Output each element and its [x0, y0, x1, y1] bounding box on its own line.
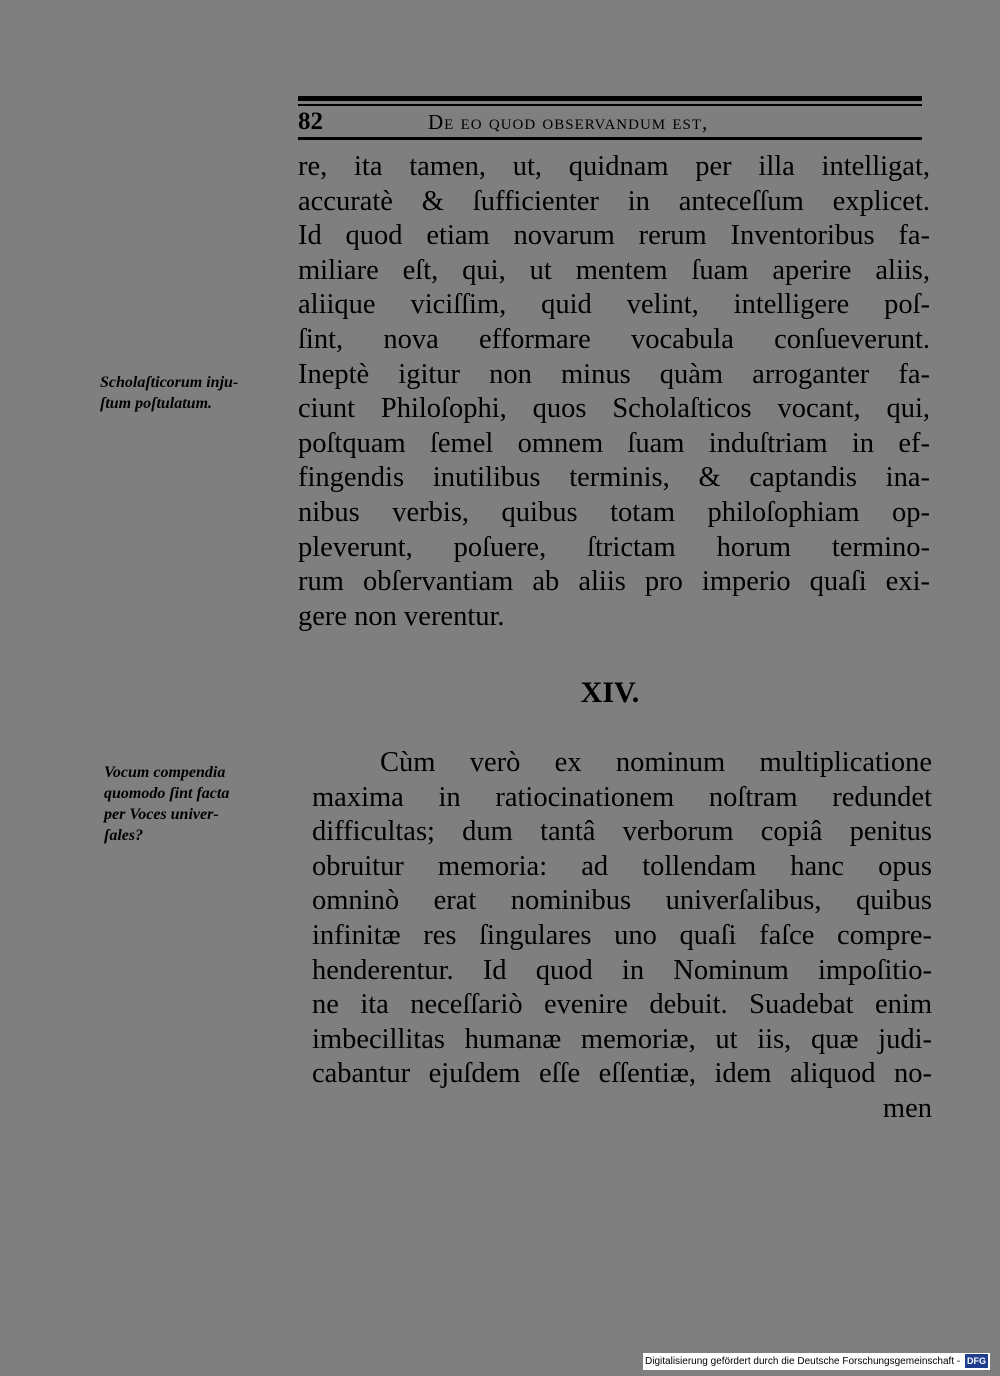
text-line: ſint, nova efformare vocabula conſueverunt. [298, 323, 930, 355]
text-line: maxima in ratiocinationem noſtram redundet [312, 781, 932, 813]
text-line: cabantur ejuſdem eſſe eſſentiæ, idem aliquod no- [312, 1058, 932, 1090]
digitization-credit-text: Digitalisierung gefördert durch die Deutsche Forschungsgemeinschaft - [645, 1356, 961, 1367]
running-head [298, 108, 922, 138]
top-rule-thin [298, 104, 922, 106]
text-line: fingendis inutilibus terminis, & captandis ina- [298, 462, 930, 494]
digitization-credit [643, 1353, 990, 1370]
header-rule [298, 137, 922, 140]
text-line: rum obſervantiam ab aliis pro imperio quaſi exi- [298, 566, 930, 598]
text-line: infinitæ res ſingulares uno quaſi faſce compre- [312, 919, 932, 951]
text-line: miliare eſt, qui, ut mentem ſuam aperire aliis, [298, 254, 930, 286]
text-line: Ineptè igitur non minus quàm arroganter fa- [298, 358, 930, 390]
text-line: pleverunt, poſuere, ſtrictam horum termino- [298, 531, 930, 563]
text-line: gere non verentur. [298, 600, 505, 632]
text-line: henderentur. Id quod in Nominum impoſitio- [312, 954, 932, 986]
text-line: imbecillitas humanæ memoriæ, ut iis, quæ judi- [312, 1023, 932, 1055]
text-line: obruitur memoria: ad tollendam hanc opus [312, 850, 932, 882]
text-line: men [882, 1092, 932, 1124]
text-line: poſtquam ſemel omnem ſuam induſtriam in ef- [298, 427, 930, 459]
text-line: accuratè & ſufficienter in anteceſſum explicet. [298, 185, 930, 217]
margin-note-line: per Voces univer- [104, 806, 219, 823]
text-line: nibus verbis, quibus totam philoſophiam op- [298, 496, 930, 528]
text-line: ciunt Philoſophi, quos Scholaſticos vocant, qui, [298, 393, 930, 425]
top-rule [298, 96, 922, 101]
margin-note-line: ſtum poſtulatum. [100, 395, 213, 412]
margin-note-line: Scholaſticorum inju- [100, 374, 239, 391]
paragraph-block-2 [312, 746, 932, 1127]
text-line: re, ita tamen, ut, quidnam per illa intelligat, [298, 151, 930, 182]
dfg-logo: DFG [967, 1356, 986, 1366]
page-number: 82 [298, 108, 323, 135]
running-head-title: De eo quod observandum est, [428, 110, 709, 134]
margin-note-line: ſales? [104, 827, 144, 844]
margin-note-scholastics [100, 372, 290, 414]
paragraph-block-1 [298, 150, 930, 634]
text-line: omninò erat nominibus univerſalibus, quibus [312, 885, 932, 917]
margin-note-line: quomodo ſint facta [104, 785, 230, 802]
margin-note-universals [104, 762, 294, 846]
text-line: ne ita neceſſariò evenire debuit. Suadebat enim [312, 989, 932, 1021]
text-line: aliique viciſſim, quid velint, intelligere poſ- [298, 289, 930, 321]
section-heading: XIV. [580, 676, 640, 709]
text-line: Id quod etiam novarum rerum Inventoribus fa- [298, 220, 930, 252]
text-line: difficultas; dum tantâ verborum copiâ penitus [312, 816, 932, 848]
text-line: Cùm verò ex nominum multiplicatione [380, 747, 932, 778]
margin-note-line: Vocum compendia [104, 764, 226, 781]
